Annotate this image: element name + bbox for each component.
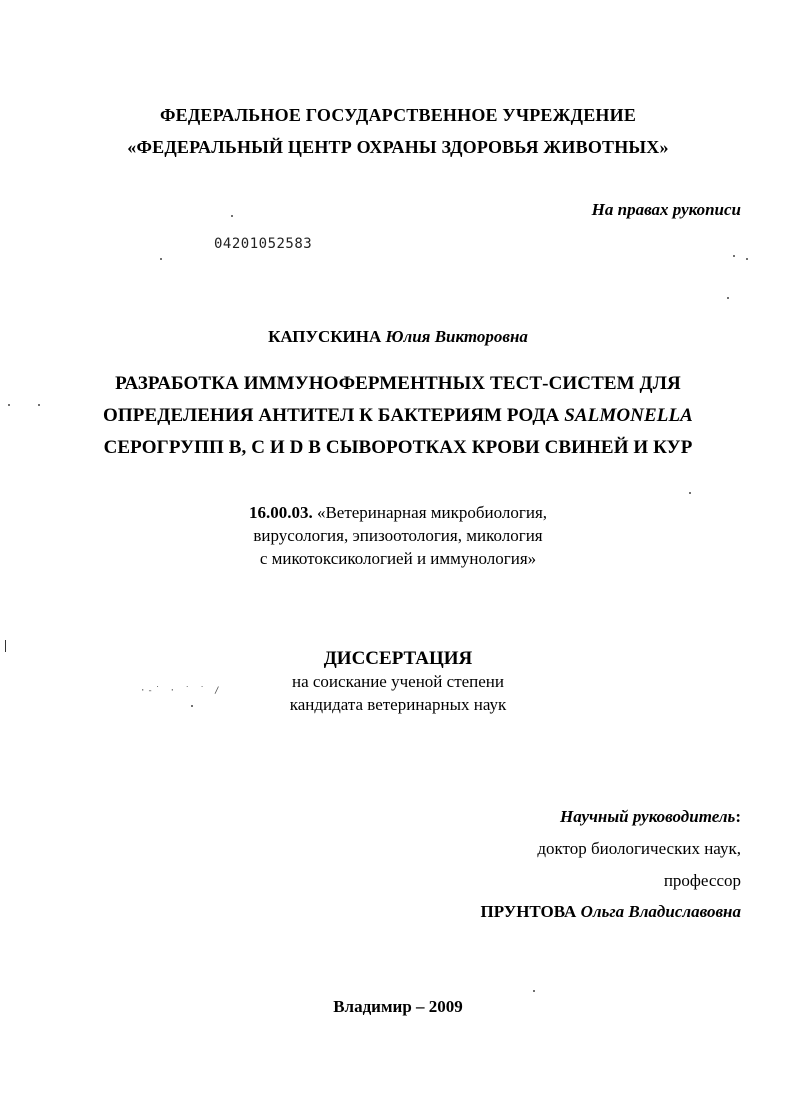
title-line-2 [0, 405, 796, 427]
author-given-names: Юлия Викторовна [385, 327, 528, 346]
supervisor-label: Научный руководитель [559, 807, 736, 826]
author-surname: КАПУСКИНА [268, 327, 382, 346]
scan-speck [746, 258, 748, 260]
supervisor-given-names: Ольга Владиславовна [580, 902, 741, 921]
author-name [0, 327, 796, 347]
title-line-3: СЕРОГРУПП В, С И D В СЫВОРОТКАХ КРОВИ СВИНЕЙ И КУР [103, 437, 693, 458]
scan-speck [733, 255, 735, 257]
supervisor-name [481, 902, 741, 922]
title-line-2-text: ОПРЕДЕЛЕНИЯ АНТИТЕЛ К БАКТЕРИЯМ РОДА [103, 405, 565, 426]
dissertation-line-2: кандидата ветеринарных наук [289, 695, 507, 714]
dissertation-line-1: на соискание ученой степени [291, 672, 505, 691]
specialty-code: 16.00.03. [248, 503, 313, 522]
scan-speck [689, 492, 691, 494]
scan-scribble-artifact: ·-˙ · ˙ ˙ / [140, 686, 222, 696]
specialty-line-2: вирусология, эпизоотология, микология [253, 526, 543, 545]
specialty-line-1-text: «Ветеринарная микробиология, [312, 503, 548, 522]
scan-speck [727, 297, 729, 299]
supervisor-label-colon: : [735, 807, 741, 826]
supervisor-rank: профессор [663, 871, 741, 890]
place-year: Владимир – 2009 [333, 997, 463, 1016]
scan-speck [231, 215, 233, 217]
supervisor-label-line [560, 807, 741, 827]
specialty-line-3: с микотоксикологией и иммунология» [259, 549, 537, 568]
supervisor-surname: ПРУНТОВА [480, 902, 577, 921]
scan-speck [191, 705, 193, 707]
title-line-1: РАЗРАБОТКА ИММУНОФЕРМЕНТНЫХ ТЕСТ-СИСТЕМ ДЛЯ [115, 373, 681, 394]
title-genus: SALMONELLA [564, 405, 693, 426]
scan-speck [533, 990, 535, 992]
dissertation-heading: ДИССЕРТАЦИЯ [323, 648, 473, 669]
registration-number-stamp: 04201052583 [214, 236, 313, 252]
scan-speck [38, 404, 40, 406]
organization-line-1: ФЕДЕРАЛЬНОЕ ГОСУДАРСТВЕННОЕ УЧРЕЖДЕНИЕ [159, 105, 637, 125]
manuscript-note: На правах рукописи [591, 200, 741, 219]
organization-line-2: «ФЕДЕРАЛЬНЫЙ ЦЕНТР ОХРАНЫ ЗДОРОВЬЯ ЖИВОТНЫХ» [127, 137, 669, 157]
supervisor-degree: доктор биологических наук, [537, 839, 741, 858]
specialty-line-1 [0, 503, 796, 523]
scan-speck [160, 258, 162, 260]
scan-speck [8, 404, 10, 406]
scan-edge-mark [5, 640, 6, 652]
